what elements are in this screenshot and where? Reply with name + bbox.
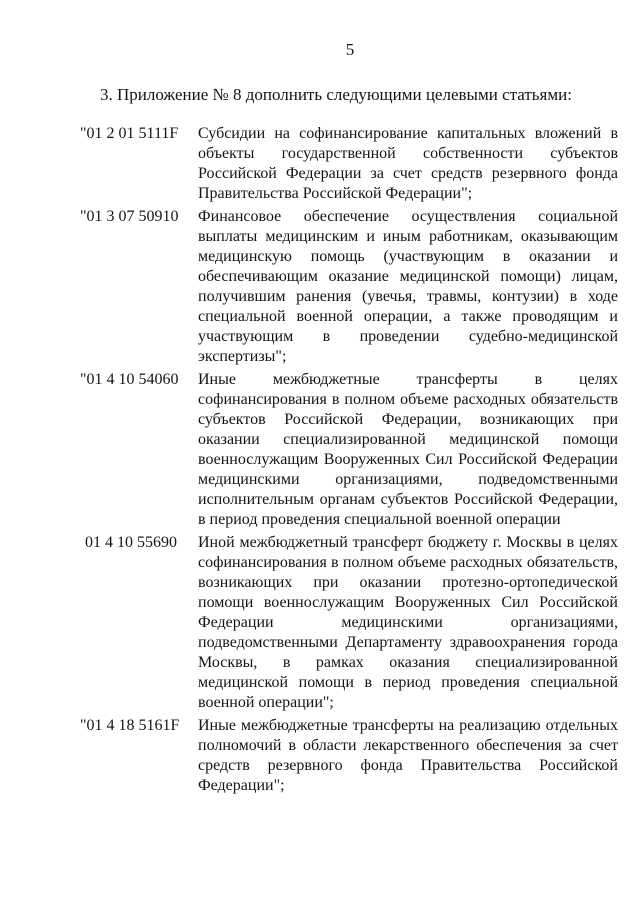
item-code: "01 4 18 5161F: [80, 717, 180, 734]
item-code: "01 3 07 50910: [80, 208, 179, 225]
item-code: "01 4 10 54060: [80, 371, 179, 388]
page-number: 5: [345, 40, 355, 59]
item-description: Финансовое обеспечение осуществления социальной выплаты медицинским и иным работникам, оказывающим медицинскую помощь (участвующим в оказании и обеспечивающим оказание медицинской помощи) лицам, получившим ранения (увечья, травмы, контузии) в ходе специальной военной операции, а также проводящим и участвующим в проведении судебно-медицинской экспертизы";: [198, 208, 618, 365]
item-description: Субсидии на софинансирование капитальных вложений в объекты государственной собственности субъектов Российской Федерации за счет средств резервного фонда Правительства Российской Федерации";: [198, 125, 618, 202]
item-description: Иной межбюджетный трансферт бюджету г. Москвы в целях софинансирования в полном объеме расходных обязательств, возникающих при оказании протезно-ортопедической помощи военнослужащим Вооруженных Сил Российской Федерации медицинскими организациями, подведомственными Департаменту здравоохранения города Москвы, в рамках оказания специализированной медицинской помощи в период проведения специальной военной операции";: [198, 534, 618, 711]
item-code: 01 4 10 55690: [85, 534, 177, 551]
list-item: [0, 370, 640, 530]
list-item: [0, 716, 640, 796]
target-items-list: [0, 124, 640, 799]
list-item: [0, 207, 640, 367]
item-description: Иные межбюджетные трансферты в целях софинансирования в полном объеме расходных обязательств субъектов Российской Федерации, возникающих при оказании специализированной медицинской помощи военнослужащим Вооруженных Сил Российской Федерации медицинскими организациями, подведомственными исполнительным органам субъектов Российской Федерации, в период проведения специальной военной операции: [198, 371, 618, 528]
intro-paragraph: 3. Приложение № 8 дополнить следующими целевыми статьями:: [100, 85, 572, 104]
list-item: [0, 533, 640, 713]
item-description: Иные межбюджетные трансферты на реализацию отдельных полномочий в области лекарственного обеспечения за счет средств резервного фонда Правительства Российской Федерации";: [198, 717, 618, 794]
item-code: "01 2 01 5111F: [80, 125, 179, 142]
list-item: [0, 124, 640, 204]
